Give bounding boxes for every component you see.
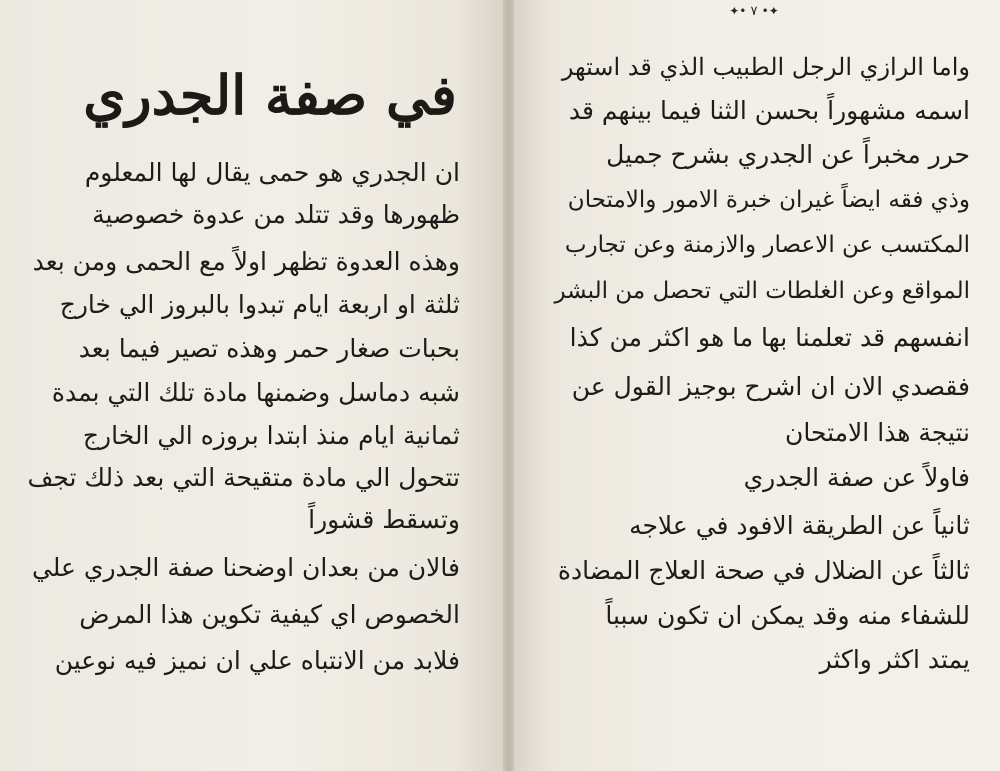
text-line: وهذه العدوة تظهر اولاً مع الحمى ومن بعد	[32, 247, 460, 276]
text-line: واما الرازي الرجل الطبيب الذي قد استهر	[561, 53, 970, 81]
text-line: ثمانية ايام منذ ابتدا بروزه الي الخارج	[82, 421, 460, 450]
text-line: شبه دماسل وضمنها مادة تلك التي بمدة	[51, 378, 460, 407]
text-line: بحبات صغار حمر وهذه تصير فيما بعد	[78, 334, 460, 363]
text-line: اسمه مشهوراً بحسن الثنا فيما بينهم قد	[568, 96, 970, 125]
text-line: الخصوص اي كيفية تكوين هذا المرض	[79, 600, 460, 629]
text-line: المكتسب عن الاعصار والازمنة وعن تجارب	[564, 232, 970, 258]
right-page	[514, 0, 1000, 771]
text-line: فقصدي الان ان اشرح بوجيز القول عن	[571, 372, 970, 401]
text-line: للشفاء منه وقد يمكن ان تكون سبباً	[605, 601, 970, 630]
text-line: تتحول الي مادة متقيحة التي بعد ذلك تجف	[27, 463, 460, 492]
ornament-icon: •✦	[761, 4, 779, 18]
chapter-title: في صفة الجدري	[83, 63, 457, 127]
text-line: فاولاً عن صفة الجدري	[743, 463, 970, 492]
text-line: وتسقط قشوراً	[308, 505, 460, 534]
text-line: ظهورها وقد تتلد من عدوة خصوصية	[92, 200, 460, 229]
text-line: وذي فقه ايضاً غيران خبرة الامور والامتحان	[567, 187, 970, 213]
text-line: ثانياً عن الطريقة الافود في علاجه	[629, 511, 970, 540]
text-line: ثالثاً عن الضلال في صحة العلاج المضادة	[557, 556, 970, 585]
text-line: فالان من بعدان اوضحنا صفة الجدري علي	[31, 553, 460, 582]
text-line: حرر مخبراً عن الجدري بشرح جميل	[606, 140, 970, 169]
text-line: فلابد من الانتباه علي ان نميز فيه نوعين	[54, 646, 460, 675]
text-line: ثلثة او اربعة ايام تبدوا بالبروز الي خارج	[59, 290, 460, 319]
text-line: المواقع وعن الغلطات التي تحصل من البشر	[554, 278, 970, 304]
text-line: يمتد اكثر واكثر	[819, 645, 970, 674]
page-number: ✦• ٧ •✦	[729, 4, 779, 19]
ornament-icon: ✦•	[729, 4, 747, 18]
text-line: ان الجدري هو حمى يقال لها المعلوم	[84, 158, 460, 187]
text-line: نتيجة هذا الامتحان	[785, 418, 970, 447]
text-line: انفسهم قد تعلمنا بها ما هو اكثر من كذا	[569, 323, 970, 352]
